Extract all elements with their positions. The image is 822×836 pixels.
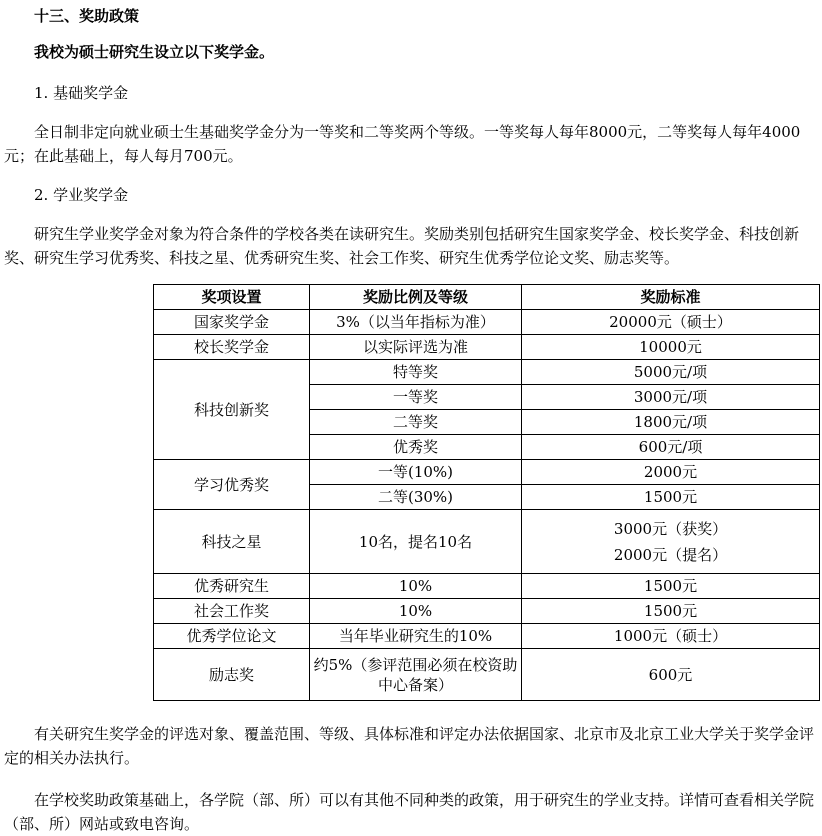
award-amount: 600元 [522, 649, 820, 701]
award-level: 特等奖 [310, 360, 522, 385]
award-name: 优秀学位论文 [154, 624, 310, 649]
award-name: 国家奖学金 [154, 310, 310, 335]
table-row [154, 649, 820, 701]
award-name: 科技之星 [154, 510, 310, 574]
table-header-row [154, 285, 820, 310]
award-name: 优秀研究生 [154, 574, 310, 599]
award-amount: 600元/项 [522, 435, 820, 460]
award-amount: 1500元 [522, 485, 820, 510]
award-ratio: 当年毕业研究生的10% [310, 624, 522, 649]
award-ratio: 约5%（参评范围必须在校资助中心备案） [310, 649, 522, 701]
award-name: 校长奖学金 [154, 335, 310, 360]
basic-heading: 1. 基础奖学金 [34, 84, 129, 102]
award-name: 励志奖 [154, 649, 310, 701]
closing-paragraph-2: 在学校奖助政策基础上，各学院（部、所）可以有其他不同种类的政策，用于研究生的学业支持。详情可查看相关学院（部、所）网站或致电咨询。 [4, 791, 815, 833]
award-amount-cell [522, 510, 820, 574]
table-row [154, 335, 820, 360]
table-row [154, 599, 820, 624]
award-amount: 1800元/项 [522, 410, 820, 435]
award-amount: 3000元/项 [522, 385, 820, 410]
award-amount: 1000元（硕士） [522, 624, 820, 649]
academic-paragraph: 研究生学业奖学金对象为符合条件的学校各类在读研究生。奖励类别包括研究生国家奖学金、校长奖学金、科技创新奖、研究生学习优秀奖、科技之星、优秀研究生奖、社会工作奖、研究生优秀学位论文奖、励志奖等。 [4, 225, 800, 267]
award-ratio: 3%（以当年指标为准） [310, 310, 522, 335]
award-amount-nominee: 2000元（提名） [613, 545, 728, 564]
award-amount: 5000元/项 [522, 360, 820, 385]
basic-paragraph: 全日制非定向就业硕士生基础奖学金分为一等奖和二等奖两个等级。一等奖每人每年8000元，二等奖每人每年4000元；在此基础上，每人每月700元。 [4, 123, 801, 165]
award-level: 二等奖 [310, 410, 522, 435]
award-amount: 20000元（硕士） [522, 310, 820, 335]
section-title: 十三、奖助政策 [34, 7, 140, 25]
award-table [153, 284, 820, 701]
table-row [154, 574, 820, 599]
header-ratio: 奖励比例及等级 [310, 285, 522, 310]
award-amount: 1500元 [522, 574, 820, 599]
award-level: 一等(10%) [310, 460, 522, 485]
academic-heading: 2. 学业奖学金 [34, 186, 129, 204]
award-amount-winner: 3000元（获奖） [613, 519, 728, 538]
table-row [154, 624, 820, 649]
header-standard: 奖励标准 [522, 285, 820, 310]
award-amount: 1500元 [522, 599, 820, 624]
award-level: 二等(30%) [310, 485, 522, 510]
award-level: 一等奖 [310, 385, 522, 410]
award-ratio: 10% [310, 599, 522, 624]
award-name: 科技创新奖 [154, 360, 310, 460]
award-name: 学习优秀奖 [154, 460, 310, 510]
header-award: 奖项设置 [154, 285, 310, 310]
award-ratio: 10名，提名10名 [310, 510, 522, 574]
intro-text: 我校为硕士研究生设立以下奖学金。 [34, 43, 275, 61]
table-row [154, 310, 820, 335]
award-ratio: 以实际评选为准 [310, 335, 522, 360]
closing-paragraph-1: 有关研究生奖学金的评选对象、覆盖范围、等级、具体标准和评定办法依据国家、北京市及北京工业大学关于奖学金评定的相关办法执行。 [4, 725, 815, 767]
table-row [154, 510, 820, 574]
award-amount: 10000元 [522, 335, 820, 360]
award-level: 优秀奖 [310, 435, 522, 460]
table-row [154, 360, 820, 385]
award-amount: 2000元 [522, 460, 820, 485]
table-row [154, 460, 820, 485]
award-ratio: 10% [310, 574, 522, 599]
award-name: 社会工作奖 [154, 599, 310, 624]
